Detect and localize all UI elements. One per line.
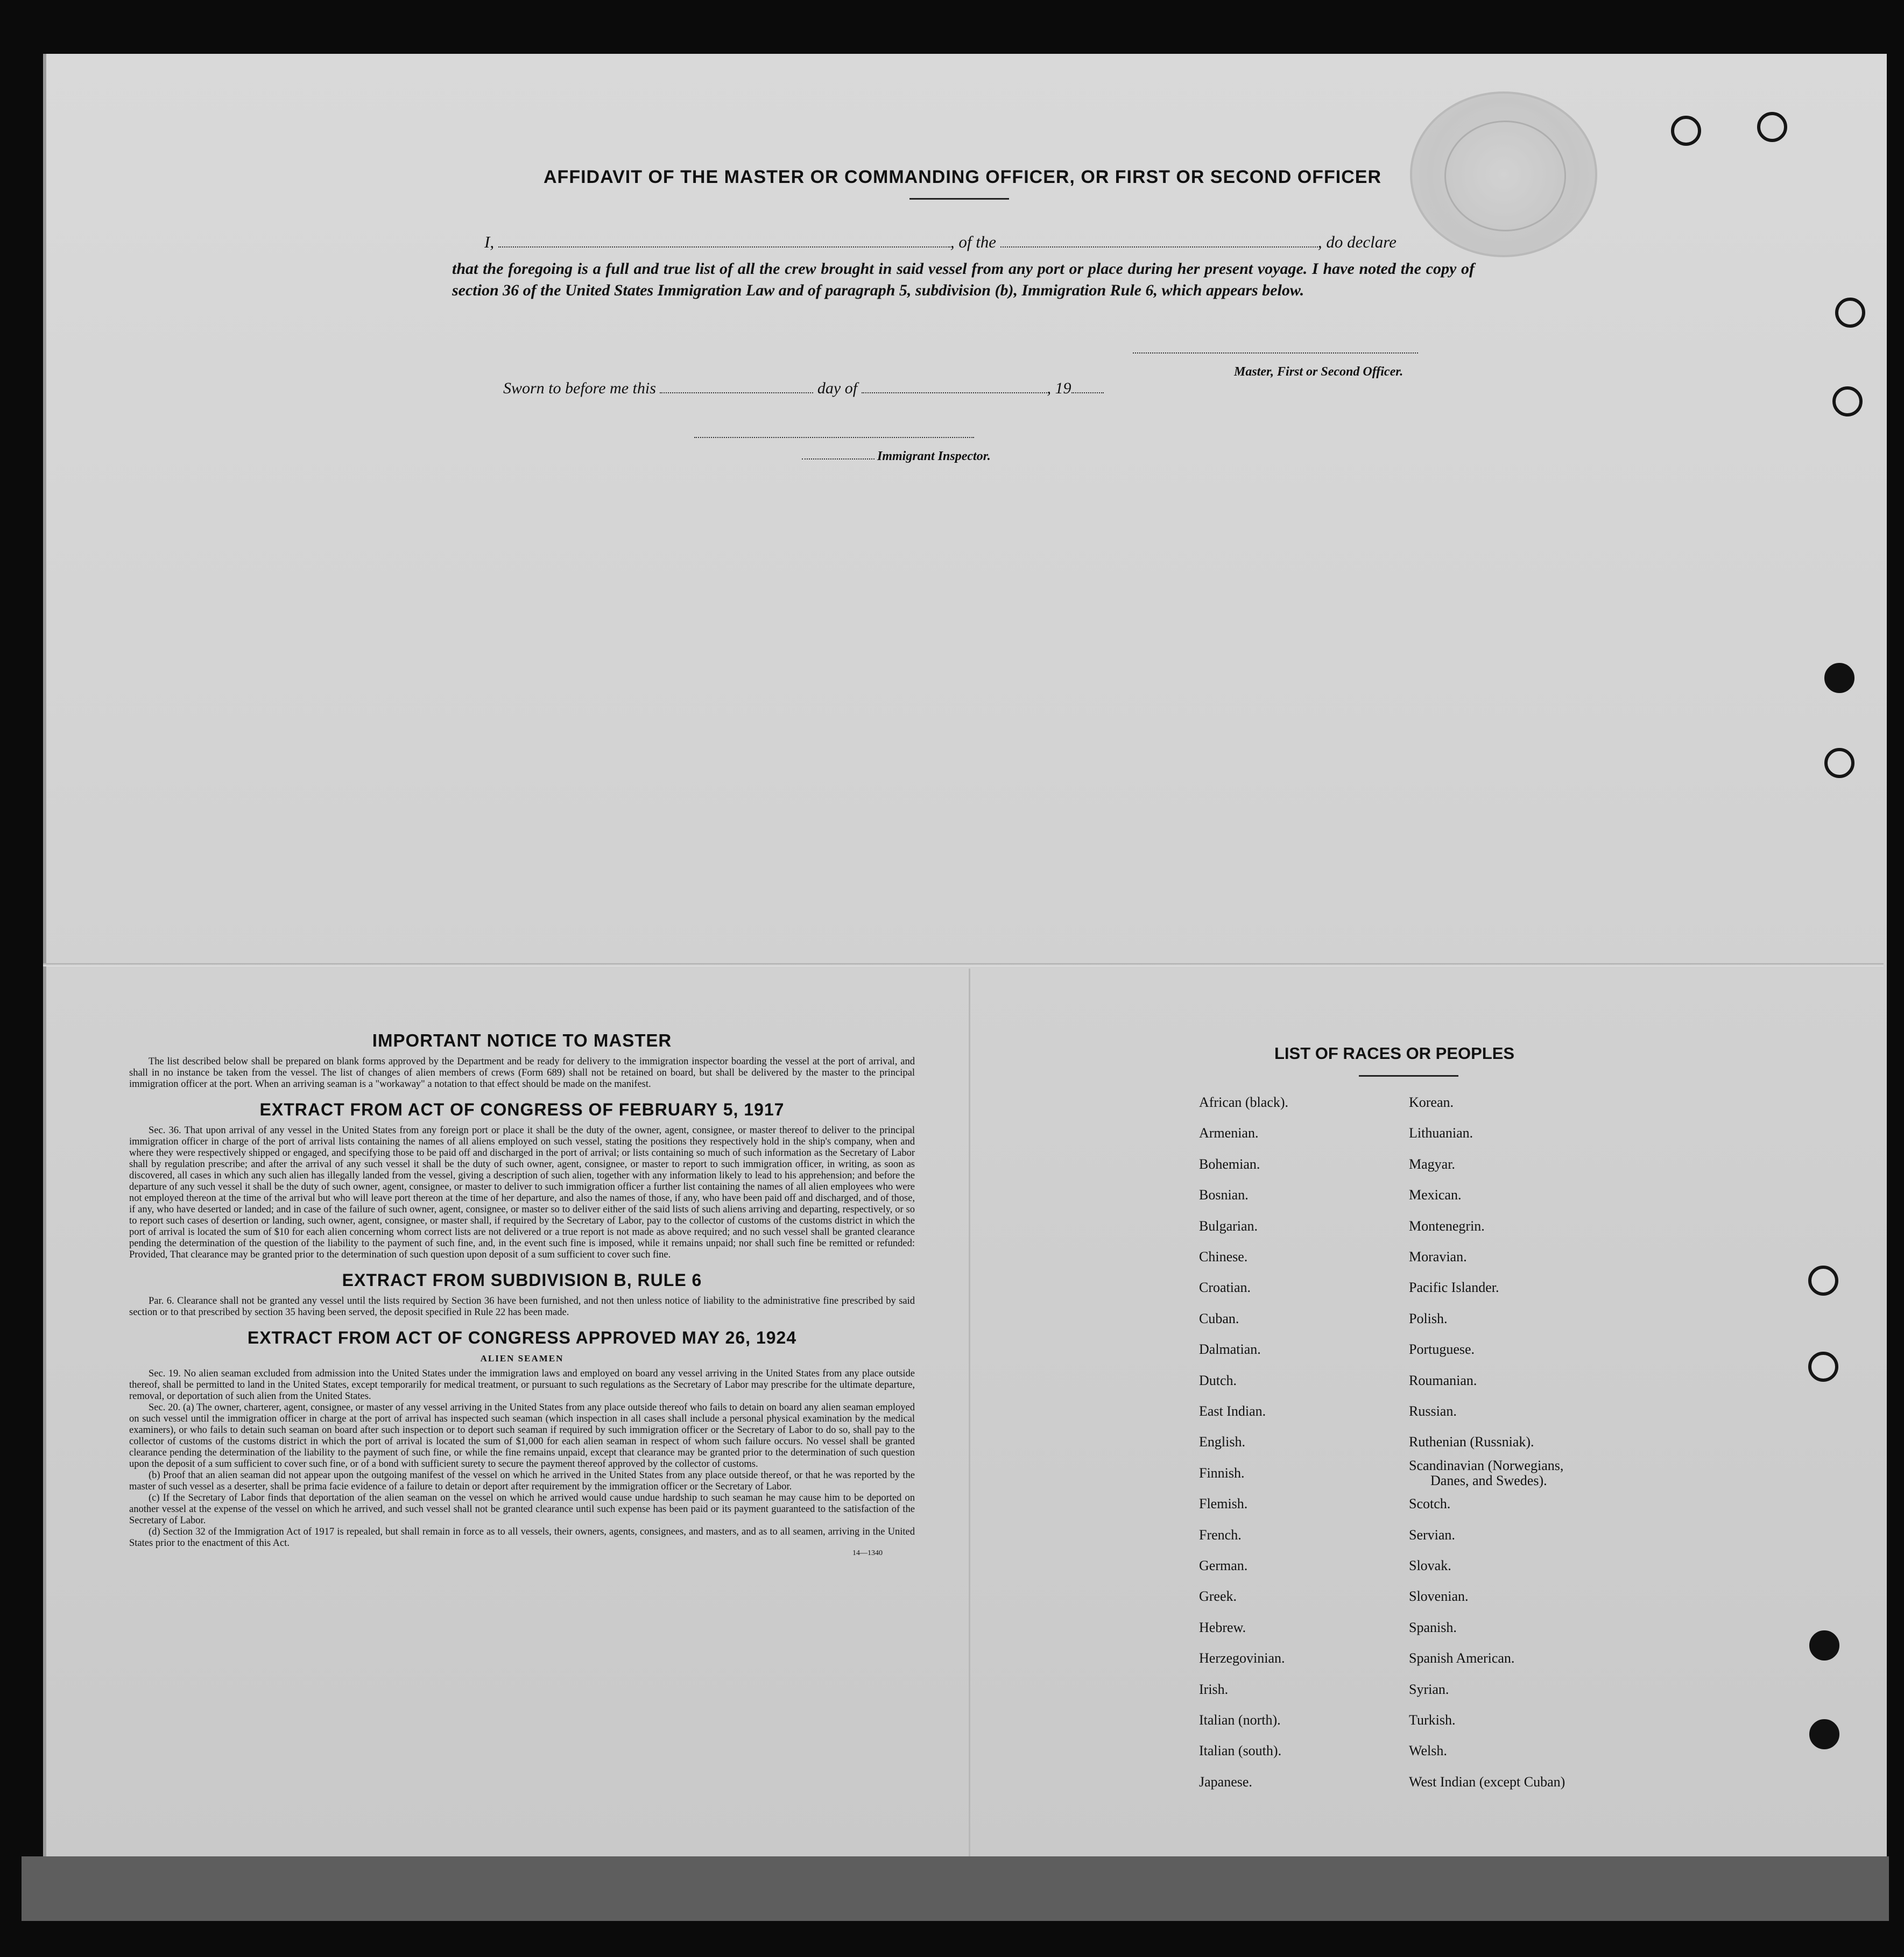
affidavit-body: that the foregoing is a full and true list of all the crew brought in said vessel from any port or place during her present voyage. I have noted the copy of section 36 of the United States Immigration Law and of paragraph 5, subdivision (b), Immigration Rule 6, which appears below.: [452, 260, 1475, 299]
punch-hole-icon: [1809, 1719, 1839, 1749]
sec-19-text: Sec. 19. No alien seaman excluded from admission into the United States under the immigration laws and employed on board any vessel arriving in the United States from any place outside thereof, shall be permitted to land in the United States, except temporarily for medical treatment, or pursuant to such regulations as the Secretary of Labor may prescribe for the ultimate departure, removal, or deportation of such alien from the United States.: [129, 1368, 915, 1402]
inspector-signature-field[interactable]: [802, 458, 875, 460]
affidavit-i-text: I,: [484, 232, 495, 251]
sec-20c-text: (c) If the Secretary of Labor finds that deportation of the alien seaman on the vessel on which he arrived would cause undue hardship to such seaman he may cause him to be deported on another vessel at the expense of the vessel on which he arrived, and such vessel shall not be granted clearance until such expense has been paid or its payment guaranteed to the satisfaction of the Secretary of Labor.: [129, 1493, 915, 1526]
race-item: Bohemian.: [1199, 1156, 1260, 1172]
race-item: Dutch.: [1199, 1372, 1237, 1388]
races-title-rule: [1359, 1075, 1458, 1077]
sworn-year-field[interactable]: [1071, 381, 1104, 393]
of-the-text: , of the: [950, 232, 997, 251]
extract-1917-title: EXTRACT FROM ACT OF CONGRESS OF FEBRUARY 5, 1917: [259, 1100, 785, 1119]
sworn-year-label: , 19: [1047, 379, 1071, 397]
punch-hole-icon: [1824, 748, 1854, 778]
alien-seamen-subtitle: ALIEN SEAMEN: [480, 1353, 564, 1363]
race-item: Ruthenian (Russniak).: [1409, 1434, 1534, 1450]
extract-rule6-text: Par. 6. Clearance shall not be granted any vessel until the lists required by Section 36 have been furnished, and not then unless notice of liability to the administrative fine prescribed by said section or to that prescribed by section 35 having been served, the deposit specified in Rule 22 has been made.: [129, 1296, 915, 1318]
race-item: Spanish American.: [1409, 1650, 1515, 1666]
race-item: Syrian.: [1409, 1681, 1449, 1697]
punch-hole-icon: [1832, 386, 1863, 416]
document-sheet: [43, 54, 1887, 1856]
race-item: Turkish.: [1409, 1712, 1456, 1728]
race-item: Herzegovinian.: [1199, 1650, 1285, 1666]
embossed-seal-icon: [1410, 91, 1597, 257]
sworn-month-field[interactable]: [862, 381, 1047, 393]
race-item: Welsh.: [1409, 1743, 1447, 1759]
race-item: Scotch.: [1409, 1496, 1451, 1512]
race-item: Irish.: [1199, 1681, 1229, 1697]
race-item: Korean.: [1409, 1094, 1454, 1110]
race-item: Slovak.: [1409, 1558, 1451, 1573]
race-item: Polish.: [1409, 1310, 1448, 1326]
inspector-signature-field[interactable]: [694, 437, 974, 438]
race-item: German.: [1199, 1558, 1248, 1573]
sworn-day-field[interactable]: [660, 381, 813, 393]
race-item: Greek.: [1199, 1588, 1237, 1605]
race-item: Flemish.: [1199, 1496, 1248, 1512]
race-item: Moravian.: [1409, 1249, 1467, 1264]
punch-hole-icon: [1808, 1352, 1838, 1382]
race-item: East Indian.: [1199, 1403, 1266, 1419]
race-item: Japanese.: [1199, 1774, 1252, 1790]
punch-hole-icon: [1824, 663, 1854, 693]
bottom-edge-strip: [22, 1856, 1889, 1921]
race-item: Hebrew.: [1199, 1619, 1246, 1635]
form-number: 14—1340: [852, 1549, 883, 1557]
race-item: Bosnian.: [1199, 1187, 1249, 1203]
sworn-line: [503, 379, 1104, 398]
race-item: Cuban.: [1199, 1310, 1239, 1326]
race-item: Dalmatian.: [1199, 1341, 1261, 1358]
officer-name-field[interactable]: [498, 236, 950, 248]
race-item: Lithuanian.: [1409, 1125, 1473, 1141]
inspector-signature-label: Immigrant Inspector.: [877, 449, 991, 463]
race-item: Croatian.: [1199, 1280, 1251, 1296]
race-item: Servian.: [1409, 1527, 1455, 1543]
master-signature-field[interactable]: [1133, 352, 1418, 354]
punch-hole-icon: [1808, 1266, 1838, 1296]
race-item: French.: [1199, 1527, 1242, 1543]
race-item: Slovenian.: [1409, 1588, 1469, 1605]
title-rule: [909, 198, 1009, 200]
race-item: Roumanian.: [1409, 1372, 1477, 1388]
punch-hole-icon: [1809, 1630, 1839, 1661]
punch-hole-icon: [1671, 116, 1701, 146]
sec-20b-text: (b) Proof that an alien seaman did not appear upon the outgoing manifest of the vessel on which he arrived in the United States from any place outside thereof, or that he was reported by the master of such vessel as a deserter, shall be prima facie evidence of a failure to detain or deport after requirement by the immigration officer or the Secretary of Labor.: [129, 1470, 915, 1492]
race-item: West Indian (except Cuban): [1409, 1774, 1565, 1790]
race-item-continuation: Danes, and Swedes).: [1430, 1472, 1547, 1488]
race-item: Italian (south).: [1199, 1743, 1282, 1759]
extract-1924-title: EXTRACT FROM ACT OF CONGRESS APPROVED MAY 26, 1924: [247, 1328, 797, 1347]
sworn-day-label: day of: [817, 379, 858, 397]
sworn-prefix: Sworn to before me this: [503, 379, 656, 397]
race-item: Italian (north).: [1199, 1712, 1281, 1728]
vessel-name-field[interactable]: [1000, 236, 1318, 248]
extract-rule6-title: EXTRACT FROM SUBDIVISION B, RULE 6: [342, 1270, 702, 1290]
extract-1917-text: Sec. 36. That upon arrival of any vessel in the United States from any foreign port or place it shall be the duty of the owner, agent, consignee, or master thereof to deliver to the principal immigration officer in charge of the port of arrival lists containing the names of all aliens employed on such vessel, stating the positions they respectively hold in the ship's company, when and where they were respectively shipped or engaged, and specifying those to be paid off and discharged in the port of arrival; or lists containing so much of such information as the Secretary of Labor shall by regulation prescribe; and after the arrival of any such vessel it shall be the duty of such owner, agent, consignee, or master to report to such immigration officer, in writing, as soon as discovered, all cases in which any such alien has illegally landed from the vessel, giving a description of such alien, together with any information likely to lead to his apprehension; and before the departure of any such vessel it shall be the duty of such owner, agent, consignee, or master to deliver to such immigration officer a further list containing the names of all alien employees who were not employed thereon at the time of the arrival but who will leave port thereon at the time of her departure, and also the names of those, if any, who have been paid off and discharged, and of those, if any, who have deserted or landed; and in case of the failure of such owner, agent, consignee, or master so to deliver either of the said lists of such aliens arriving and departing, respectively, or so to report such cases of desertion or landing, such owner, agent, consignee, or master shall, if required by the Secretary of Labor, pay to the collector of customs of the customs district in which the port of arrival is located the sum of $10 for each alien concerning whom correct lists are not delivered or a true report is not made as above required; and no such vessel shall be granted clearance pending the determination of the question of the liability to the payment of such fine, and, in the event such fine is imposed, while it remains unpaid; nor shall such fine be remitted or refunded: Provided, That clearance may be granted prior to the determination of such question upon deposit of a sum sufficient to cover such fine.: [129, 1125, 915, 1260]
race-item: Mexican.: [1409, 1187, 1462, 1203]
affidavit-declaration-line: [484, 232, 1397, 252]
race-item: Bulgarian.: [1199, 1218, 1258, 1234]
sec-20d-text: (d) Section 32 of the Immigration Act of 1917 is repealed, but shall remain in force as to all vessels, their owners, agents, consignees, and masters, and as to all seamen, arriving in the United States prior to the enactment of this Act.: [129, 1527, 915, 1549]
race-item: Finnish.: [1199, 1465, 1245, 1481]
race-item: Montenegrin.: [1409, 1218, 1485, 1234]
races-title: LIST OF RACES OR PEOPLES: [1274, 1044, 1515, 1063]
vertical-fold: [969, 969, 970, 1856]
master-signature-label: Master, First or Second Officer.: [1234, 365, 1404, 379]
race-item: English.: [1199, 1434, 1245, 1450]
race-item: Magyar.: [1409, 1156, 1455, 1172]
sec-20a-text: Sec. 20. (a) The owner, charterer, agent, consignee, or master of any vessel arriving in the United States from any place outside thereof who fails to detain on board any alien seaman employed on such vessel until the immigration officer in charge at the port of arrival has inspected such seaman (which inspection in all cases shall include a personal physical examination by the medical examiners), or who fails to detain such seaman on board after such inspection or to deport such seaman if required by such immigration officer or the Secretary of Labor to do so, shall pay to the collector of customs of the customs district in which the port of arrival is located the sum of $1,000 for each alien seaman in respect of whom such failure occurs. No vessel shall be granted clearance pending the determination of the liability to the payment of such fine, or while the fine remains unpaid, except that clearance may be granted prior to the determination of such question upon the deposit of a sum sufficient to cover such fine, or of a bond with sufficient surety to secure the payment thereof approved by the collector of customs.: [129, 1402, 915, 1469]
race-item: Russian.: [1409, 1403, 1457, 1419]
notice-text: The list described below shall be prepared on blank forms approved by the Department and be ready for delivery to the immigration inspector boarding the vessel at the port of arrival, and shall in no instance be taken from the vessel. The list of changes of alien members of crews (Form 689) shall not be retained on board, but shall be delivered by the master to the principal immigration officer at the port. When an arriving seaman is a "workaway" a notation to that effect should be made on the manifest.: [129, 1056, 915, 1090]
race-item: Scandinavian (Norwegians, Danes, and Swedes).: [1409, 1458, 1613, 1488]
race-item: Armenian.: [1199, 1125, 1259, 1141]
punch-hole-icon: [1757, 112, 1787, 142]
race-item: Pacific Islander.: [1409, 1280, 1499, 1296]
notice-title: IMPORTANT NOTICE TO MASTER: [372, 1030, 672, 1050]
horizontal-fold: [43, 963, 1884, 966]
legal-extracts-column: [129, 1030, 915, 1558]
race-item: Spanish.: [1409, 1619, 1457, 1635]
punch-hole-icon: [1835, 298, 1865, 328]
race-item: Portuguese.: [1409, 1341, 1475, 1358]
affidavit-title: AFFIDAVIT OF THE MASTER OR COMMANDING OFFICER, OR FIRST OR SECOND OFFICER: [544, 167, 1381, 187]
race-item: Chinese.: [1199, 1249, 1248, 1264]
do-declare-text: , do declare: [1317, 232, 1397, 251]
race-item: African (black).: [1199, 1094, 1289, 1110]
